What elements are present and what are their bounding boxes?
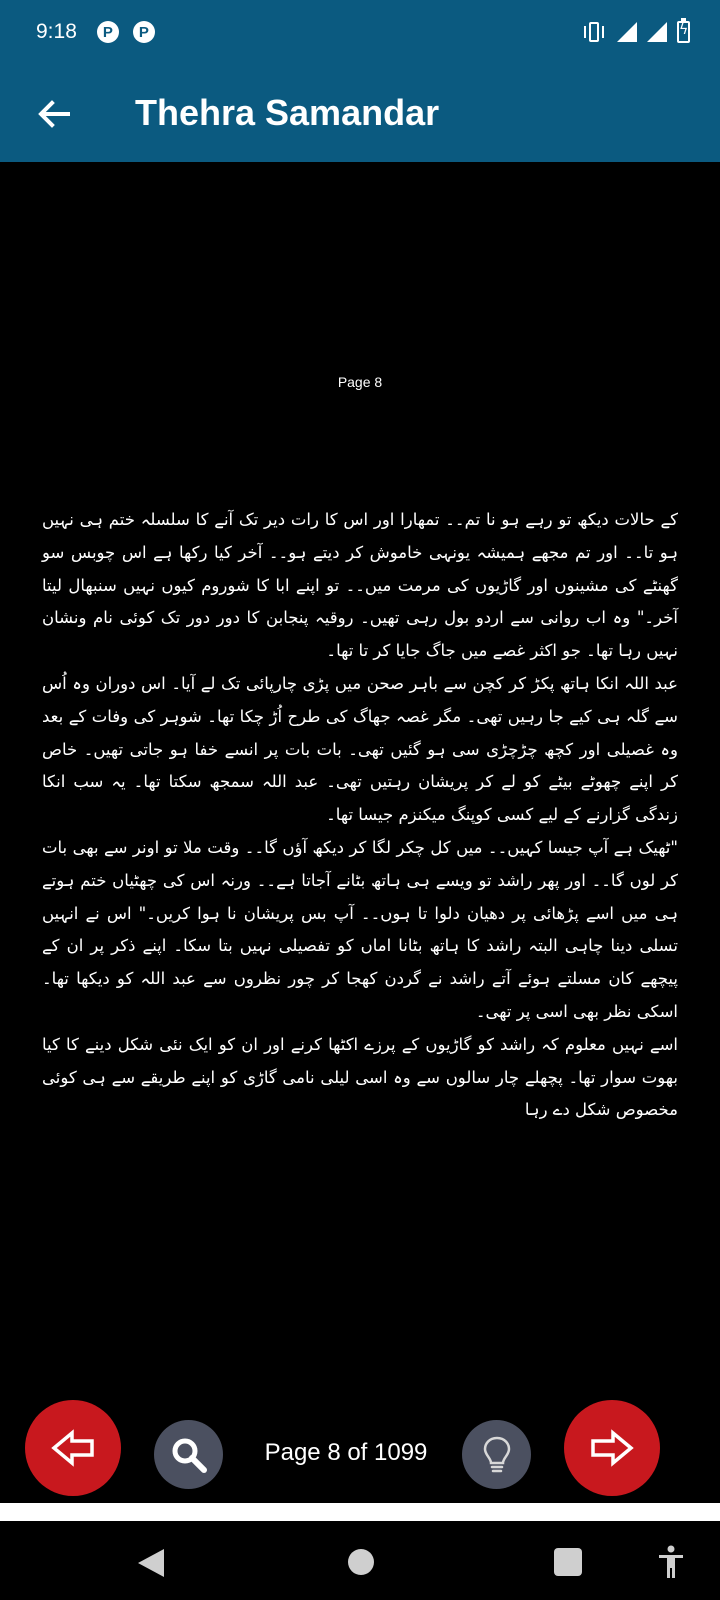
arrow-back-icon [34,94,74,134]
status-left [36,20,155,44]
page-counter: Page 8 of 1099 [264,1439,428,1466]
app-title: Thehra Samandar [135,92,440,133]
search-button[interactable] [154,1420,223,1489]
notification-p-icon: P [133,21,155,43]
paragraph: عبد اللہ انکا ہاتھ پکڑ کر کچن سے باہر صحن میں پڑی چارپائی تک لے آیا۔ اس دوران وہ اُس سے گلہ ہی کیے جا رہیں تھی۔ مگر غصہ جھاگ کی طرح اُڑ چکا تھا۔ شوہر کی وفات کے بعد وہ غصیلی اور کچھ چڑچڑی سی ہو گئیں تھی۔ بات بات پر انسے خفا ہو جاتی تھیں۔ خاص کر اپنے چھوٹے بیٹے کو لے کر پریشان رہتیں تھی۔ عبد اللہ سمجھ سکتا تھا۔ یہ سب انکا زندگی گزارنے کے لیے کسی کوپنگ میکنزم جیسا تھا۔ [42,673,678,825]
status-time: 9:18 [36,20,77,43]
back-button[interactable] [34,94,74,134]
search-icon [169,1435,209,1475]
arrow-left-icon [50,1428,96,1468]
book-text [42,504,678,1127]
notification-p-icon: P [97,21,119,43]
arrow-right-icon [589,1428,635,1468]
signal-icon [647,22,667,42]
paragraph: کے حالات دیکھ تو رہے ہو نا تم۔۔ تمھارا اور اس کا رات دیر تک آنے کا سلسلہ ختم ہی نہیں ہو تا۔۔ اور تم مجھے ہمیشہ یونہی خاموش کر دیتے ہو۔۔ آخر کیا رکھا ہے اس چوبس سو گھنٹے کی مشینوں اور گاڑیوں کی مرمت میں۔۔ تو اپنے ابا کا شوروم کیوں نہیں سنبھال لیتا آخر۔" وہ اب روانی سے اردو بول رہی تھیں۔ روقیہ پنجابن کا دور دور تک کوئی نام ونشان نہیں رہا تھا۔ جو اکثر غصے میں جاگ جایا کر تا تھا۔ [42,510,678,661]
nav-recents-icon[interactable] [554,1548,582,1576]
next-page-button[interactable] [564,1400,660,1496]
previous-page-button[interactable] [25,1400,121,1496]
page-label: Page 8 [337,374,383,390]
status-right [581,21,690,43]
nav-back-icon[interactable] [138,1549,164,1577]
lightbulb-icon [482,1435,512,1475]
app-bar [0,64,720,162]
battery-charging-icon [677,21,690,43]
paragraph: اسے نہیں معلوم کہ راشد کو گاڑیوں کے پرزے اکٹھا کرنے اور ان کو ایک نئی شکل دینے کا کیا بھوت سوار تھا۔ پچھلے چار سالوں سے وہ اسی لیلی نامی گاڑی کو اپنے طریقے سے ہی کوئی مخصوص شکل دے رہا [42,1034,678,1120]
vibrate-icon [581,21,607,43]
hint-button[interactable] [462,1420,531,1489]
bottom-divider [0,1503,720,1521]
accessibility-icon[interactable] [656,1544,686,1580]
nav-home-icon[interactable] [348,1549,374,1575]
status-bar [0,0,720,64]
signal-icon [617,22,637,42]
paragraph: "ٹھیک ہے آپ جیسا کہیں۔۔ میں کل چکر لگا کر دیکھ آؤں گا۔۔ وقت ملا تو اونر سے بھی بات کر لوں گا۔۔ اور پھر راشد تو ویسے ہی ہاتھ بٹانے آجاتا ہے۔۔ ورنہ اس کی چھٹیاں ختم ہوتے ہی میں اسے پڑھائی پر دھیان دلوا تا ہوں۔۔ آپ بس پریشان نا ہوا کریں۔" اس نے انہیں تسلی دینا چاہی البتہ راشد کا ہاتھ بٹانا اماں کو تفصیلی نہیں بتا سکا۔ اپنے ذکر پر ان کے پیچھے کان مسلتے ہوئے آتے راشد نے گردن کھجا کر چور نظروں سے عبد اللہ کو دیکھا تھا۔ اسکی نظر بھی اسی پر تھی۔ [42,837,678,1021]
